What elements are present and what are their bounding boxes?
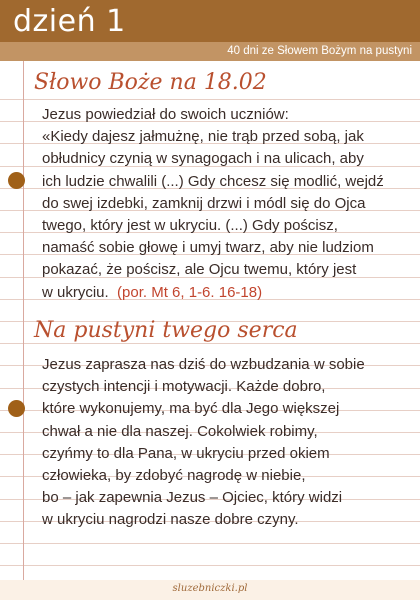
text-line: Jezus zaprasza nas dziś do wzbudzania w sobie [42,356,365,373]
text-line: pokazać, że pościsz, ale Ojcu twemu, który jest [42,261,357,279]
text-line: twego, który jest w ukryciu. (...) Gdy pościsz, [42,217,338,235]
series-subtitle: 40 dni ze Słowem Bożym na pustyni [227,45,412,57]
text-line: do swej izdebki, zamknij drzwi i módl się do Ojca [42,194,366,212]
subheader-bar [0,42,420,61]
text-line: w ukryciu nagrodzi nasze dobre czyny. [42,511,299,529]
scripture-text [42,104,412,304]
text-line: Jezus powiedział do swoich uczniów: [42,106,289,123]
binder-hole [8,172,25,189]
text-line: obłudnicy czynią w synagogach i na ulicach, aby [42,150,364,168]
text-line: «Kiedy dajesz jałmużnę, nie trąb przed sobą, jak [42,128,364,146]
day-title: dzień 1 [13,4,126,39]
text-line: bo – jak zapewnia Jezus – Ojciec, który widzi [42,489,343,507]
text-line [42,282,412,304]
text-line: namaść sobie głowę i umyj twarz, aby nie ludziom [42,239,374,257]
last-line: w ukryciu. [42,283,109,301]
scripture-reference: (por. Mt 6, 1-6. 16-18) [117,283,263,301]
rule-line [0,565,420,566]
text-line: czystych intencji i motywacji. Każde dobro, [42,378,326,396]
rule-line [0,99,420,100]
reflection-text [42,354,412,532]
reflection-heading: Na pustyni twego serca [34,318,298,343]
binder-hole [8,400,25,417]
footer [0,580,420,600]
text-line: czyńmy to dla Pana, w ukryciu przed okiem [42,444,330,462]
page-header [0,0,420,42]
text-line: które wykonujemy, ma być dla Jego większej [42,400,340,418]
text-line: ich ludzie chwalili (...) Gdy chcesz się modlić, wejdź [42,172,384,190]
margin-line [23,61,24,600]
text-line: człowieka, by zdobyć nagrodę w niebie, [42,467,306,485]
site-name: sluzebniczki.pl [172,583,248,594]
scripture-heading: Słowo Boże na 18.02 [34,70,267,95]
text-line: chwał a nie dla naszej. Cokolwiek robimy, [42,422,318,440]
rule-line [0,543,420,544]
